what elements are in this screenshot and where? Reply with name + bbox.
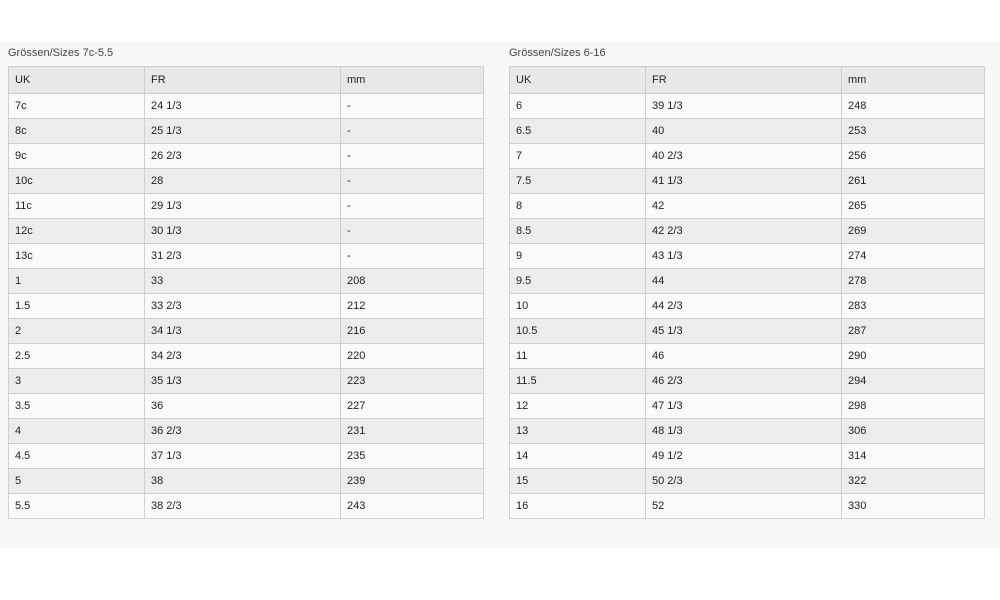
column-header-mm: mm — [842, 67, 985, 94]
cell-fr: 44 2/3 — [646, 294, 842, 319]
cell-uk: 3.5 — [9, 394, 145, 419]
cell-mm: - — [341, 219, 484, 244]
header-row — [510, 67, 985, 94]
size-table — [509, 66, 985, 519]
table-row — [510, 419, 985, 444]
cell-uk: 4 — [9, 419, 145, 444]
cell-fr: 31 2/3 — [145, 244, 341, 269]
cell-mm: 290 — [842, 344, 985, 369]
cell-fr: 25 1/3 — [145, 119, 341, 144]
cell-fr: 52 — [646, 494, 842, 519]
cell-fr: 29 1/3 — [145, 194, 341, 219]
cell-fr: 48 1/3 — [646, 419, 842, 444]
table-row — [510, 169, 985, 194]
cell-uk: 11c — [9, 194, 145, 219]
table-row — [9, 469, 484, 494]
cell-mm: 239 — [341, 469, 484, 494]
table-caption: Grössen/Sizes 7c-5.5 — [8, 47, 114, 59]
cell-mm: 227 — [341, 394, 484, 419]
table-row — [510, 219, 985, 244]
cell-fr: 30 1/3 — [145, 219, 341, 244]
size-table — [8, 66, 484, 519]
cell-uk: 8c — [9, 119, 145, 144]
cell-fr: 33 2/3 — [145, 294, 341, 319]
cell-mm: 298 — [842, 394, 985, 419]
size-table-block-kids — [8, 42, 484, 519]
cell-uk: 13 — [510, 419, 646, 444]
cell-fr: 28 — [145, 169, 341, 194]
table-row — [9, 394, 484, 419]
cell-uk: 5 — [9, 469, 145, 494]
cell-fr: 49 1/2 — [646, 444, 842, 469]
cell-fr: 36 2/3 — [145, 419, 341, 444]
cell-fr: 50 2/3 — [646, 469, 842, 494]
table-row — [510, 369, 985, 394]
cell-fr: 47 1/3 — [646, 394, 842, 419]
cell-fr: 45 1/3 — [646, 319, 842, 344]
cell-uk: 12c — [9, 219, 145, 244]
table-row — [9, 319, 484, 344]
cell-mm: 223 — [341, 369, 484, 394]
cell-uk: 9.5 — [510, 269, 646, 294]
cell-mm: 265 — [842, 194, 985, 219]
table-row — [9, 269, 484, 294]
cell-uk: 12 — [510, 394, 646, 419]
table-row — [9, 369, 484, 394]
table-row — [9, 444, 484, 469]
cell-mm: 306 — [842, 419, 985, 444]
table-row — [9, 344, 484, 369]
header-row — [9, 67, 484, 94]
table-row — [510, 269, 985, 294]
cell-mm: 231 — [341, 419, 484, 444]
cell-uk: 6 — [510, 94, 646, 119]
cell-uk: 5.5 — [9, 494, 145, 519]
cell-fr: 43 1/3 — [646, 244, 842, 269]
cell-fr: 42 2/3 — [646, 219, 842, 244]
cell-uk: 8.5 — [510, 219, 646, 244]
cell-uk: 10c — [9, 169, 145, 194]
cell-mm: - — [341, 144, 484, 169]
cell-mm: - — [341, 194, 484, 219]
cell-uk: 6.5 — [510, 119, 646, 144]
cell-uk: 7.5 — [510, 169, 646, 194]
cell-mm: 314 — [842, 444, 985, 469]
cell-fr: 34 1/3 — [145, 319, 341, 344]
size-table-block-adults — [509, 42, 985, 519]
cell-mm: - — [341, 169, 484, 194]
table-row — [9, 94, 484, 119]
cell-fr: 38 — [145, 469, 341, 494]
cell-uk: 8 — [510, 194, 646, 219]
cell-fr: 26 2/3 — [145, 144, 341, 169]
cell-fr: 24 1/3 — [145, 94, 341, 119]
cell-uk: 1 — [9, 269, 145, 294]
cell-uk: 2 — [9, 319, 145, 344]
cell-uk: 1.5 — [9, 294, 145, 319]
cell-fr: 39 1/3 — [646, 94, 842, 119]
cell-mm: 208 — [341, 269, 484, 294]
size-chart-panel — [0, 42, 1000, 548]
cell-uk: 7 — [510, 144, 646, 169]
cell-uk: 14 — [510, 444, 646, 469]
table-row — [510, 319, 985, 344]
cell-fr: 37 1/3 — [145, 444, 341, 469]
cell-uk: 11.5 — [510, 369, 646, 394]
cell-fr: 41 1/3 — [646, 169, 842, 194]
cell-mm: 287 — [842, 319, 985, 344]
table-row — [510, 444, 985, 469]
table-row — [510, 94, 985, 119]
cell-mm: 248 — [842, 94, 985, 119]
cell-uk: 9c — [9, 144, 145, 169]
cell-mm: 261 — [842, 169, 985, 194]
table-row — [9, 144, 484, 169]
cell-uk: 9 — [510, 244, 646, 269]
cell-mm: 294 — [842, 369, 985, 394]
cell-mm: - — [341, 94, 484, 119]
table-row — [9, 294, 484, 319]
cell-uk: 15 — [510, 469, 646, 494]
cell-fr: 38 2/3 — [145, 494, 341, 519]
column-header-mm: mm — [341, 67, 484, 94]
cell-mm: - — [341, 119, 484, 144]
cell-mm: 322 — [842, 469, 985, 494]
cell-mm: 220 — [341, 344, 484, 369]
cell-uk: 13c — [9, 244, 145, 269]
table-row — [510, 144, 985, 169]
cell-mm: 216 — [341, 319, 484, 344]
cell-mm: 278 — [842, 269, 985, 294]
cell-mm: 243 — [341, 494, 484, 519]
table-row — [9, 494, 484, 519]
table-row — [510, 344, 985, 369]
cell-uk: 16 — [510, 494, 646, 519]
table-row — [510, 119, 985, 144]
cell-fr: 44 — [646, 269, 842, 294]
cell-fr: 40 2/3 — [646, 144, 842, 169]
cell-mm: 283 — [842, 294, 985, 319]
table-row — [9, 119, 484, 144]
cell-uk: 3 — [9, 369, 145, 394]
table-row — [9, 419, 484, 444]
table-row — [510, 244, 985, 269]
cell-fr: 42 — [646, 194, 842, 219]
cell-uk: 10.5 — [510, 319, 646, 344]
cell-fr: 46 — [646, 344, 842, 369]
cell-uk: 10 — [510, 294, 646, 319]
table-row — [510, 394, 985, 419]
table-row — [9, 244, 484, 269]
cell-mm: 269 — [842, 219, 985, 244]
table-row — [9, 219, 484, 244]
cell-fr: 46 2/3 — [646, 369, 842, 394]
cell-uk: 4.5 — [9, 444, 145, 469]
cell-mm: - — [341, 244, 484, 269]
column-header-uk: UK — [9, 67, 145, 94]
table-row — [510, 494, 985, 519]
cell-fr: 40 — [646, 119, 842, 144]
cell-mm: 235 — [341, 444, 484, 469]
table-row — [9, 169, 484, 194]
cell-mm: 256 — [842, 144, 985, 169]
cell-mm: 253 — [842, 119, 985, 144]
column-header-fr: FR — [145, 67, 341, 94]
cell-fr: 36 — [145, 394, 341, 419]
cell-mm: 274 — [842, 244, 985, 269]
cell-mm: 212 — [341, 294, 484, 319]
table-caption: Grössen/Sizes 6-16 — [509, 47, 606, 59]
cell-uk: 7c — [9, 94, 145, 119]
cell-fr: 33 — [145, 269, 341, 294]
cell-fr: 34 2/3 — [145, 344, 341, 369]
cell-uk: 11 — [510, 344, 646, 369]
table-row — [9, 194, 484, 219]
table-row — [510, 294, 985, 319]
cell-uk: 2.5 — [9, 344, 145, 369]
column-header-uk: UK — [510, 67, 646, 94]
cell-fr: 35 1/3 — [145, 369, 341, 394]
table-row — [510, 194, 985, 219]
cell-mm: 330 — [842, 494, 985, 519]
table-row — [510, 469, 985, 494]
column-header-fr: FR — [646, 67, 842, 94]
